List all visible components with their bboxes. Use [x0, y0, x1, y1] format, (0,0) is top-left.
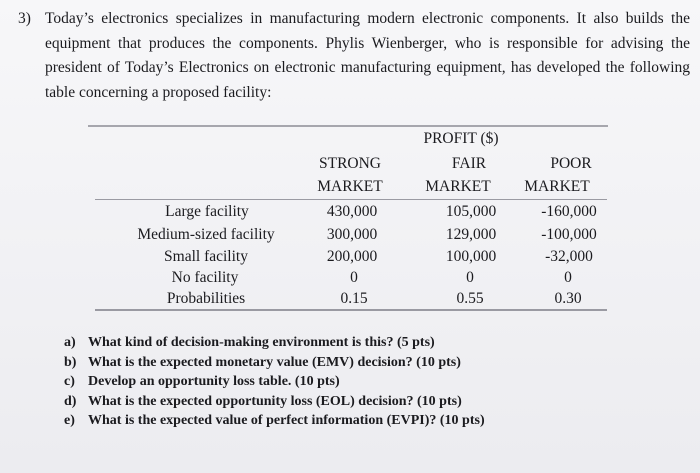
cell-small-fair: 100,000 — [445, 248, 497, 265]
question-a — [64, 333, 485, 353]
header-divider-rule — [95, 199, 607, 200]
col-header-strong-line1: STRONG — [318, 155, 382, 172]
row-label-large: Large facility — [165, 203, 249, 220]
question-text: What is the expected opportunity loss (EOL) decision? (10 pts) — [88, 393, 462, 409]
question-label: b) — [64, 354, 77, 370]
cell-none-strong: 0 — [350, 269, 358, 286]
question-list — [64, 333, 485, 431]
problem-text: Today’s electronics specializes in manufacturing modern electronic components. It also builds the equipment that produces the components. Phylis Wienberger, who is responsible for advising the president of Today’s Electronics on electronic manufacturing equipment, has developed the following table concerning a proposed facility: — [45, 10, 690, 101]
cell-large-poor: -160,000 — [541, 203, 597, 220]
question-text: What is the expected monetary value (EMV) decision? (10 pts) — [88, 354, 461, 370]
table-bottom-rule — [95, 309, 607, 311]
question-text: Develop an opportunity loss table. (10 pts) — [88, 374, 340, 389]
row-label-none: No facility — [171, 269, 239, 286]
problem-number: 3) — [18, 10, 31, 27]
prob-strong: 0.15 — [340, 290, 368, 307]
question-c — [64, 372, 485, 392]
cell-large-fair: 105,000 — [445, 203, 497, 220]
question-label: c) — [64, 374, 75, 389]
question-text: What is the expected value of perfect information (EVPI)? (10 pts) — [88, 413, 485, 428]
question-e — [64, 411, 485, 431]
question-label: e) — [64, 413, 75, 428]
col-header-poor-line1: POOR — [550, 155, 592, 172]
question-d — [64, 392, 485, 412]
col-header-fair-line2: MARKET — [425, 178, 491, 195]
table-top-rule — [88, 125, 608, 127]
col-header-strong-line2: MARKET — [317, 178, 383, 195]
cell-small-poor: -32,000 — [545, 248, 593, 265]
cell-medium-fair: 129,000 — [445, 226, 497, 243]
question-text: What kind of decision-making environment is this? (5 pts) — [88, 335, 435, 350]
col-header-poor-line2: MARKET — [524, 178, 590, 195]
prob-poor: 0.30 — [554, 290, 582, 307]
question-b — [64, 353, 485, 373]
cell-none-poor: 0 — [564, 269, 572, 286]
row-label-small: Small facility — [164, 248, 248, 265]
row-label-medium: Medium-sized facility — [137, 226, 275, 243]
profit-group-header: PROFIT ($) — [423, 130, 499, 147]
cell-medium-poor: -100,000 — [541, 226, 597, 243]
prob-fair: 0.55 — [456, 290, 484, 307]
question-label: a) — [64, 335, 76, 350]
cell-none-fair: 0 — [466, 269, 474, 286]
row-label-probabilities: Probabilities — [166, 290, 246, 307]
cell-medium-strong: 300,000 — [326, 226, 378, 243]
col-header-fair-line1: FAIR — [451, 155, 487, 172]
cell-small-strong: 200,000 — [326, 248, 378, 265]
cell-large-strong: 430,000 — [326, 203, 378, 220]
problem-statement — [18, 7, 690, 105]
question-label: d) — [64, 393, 77, 409]
